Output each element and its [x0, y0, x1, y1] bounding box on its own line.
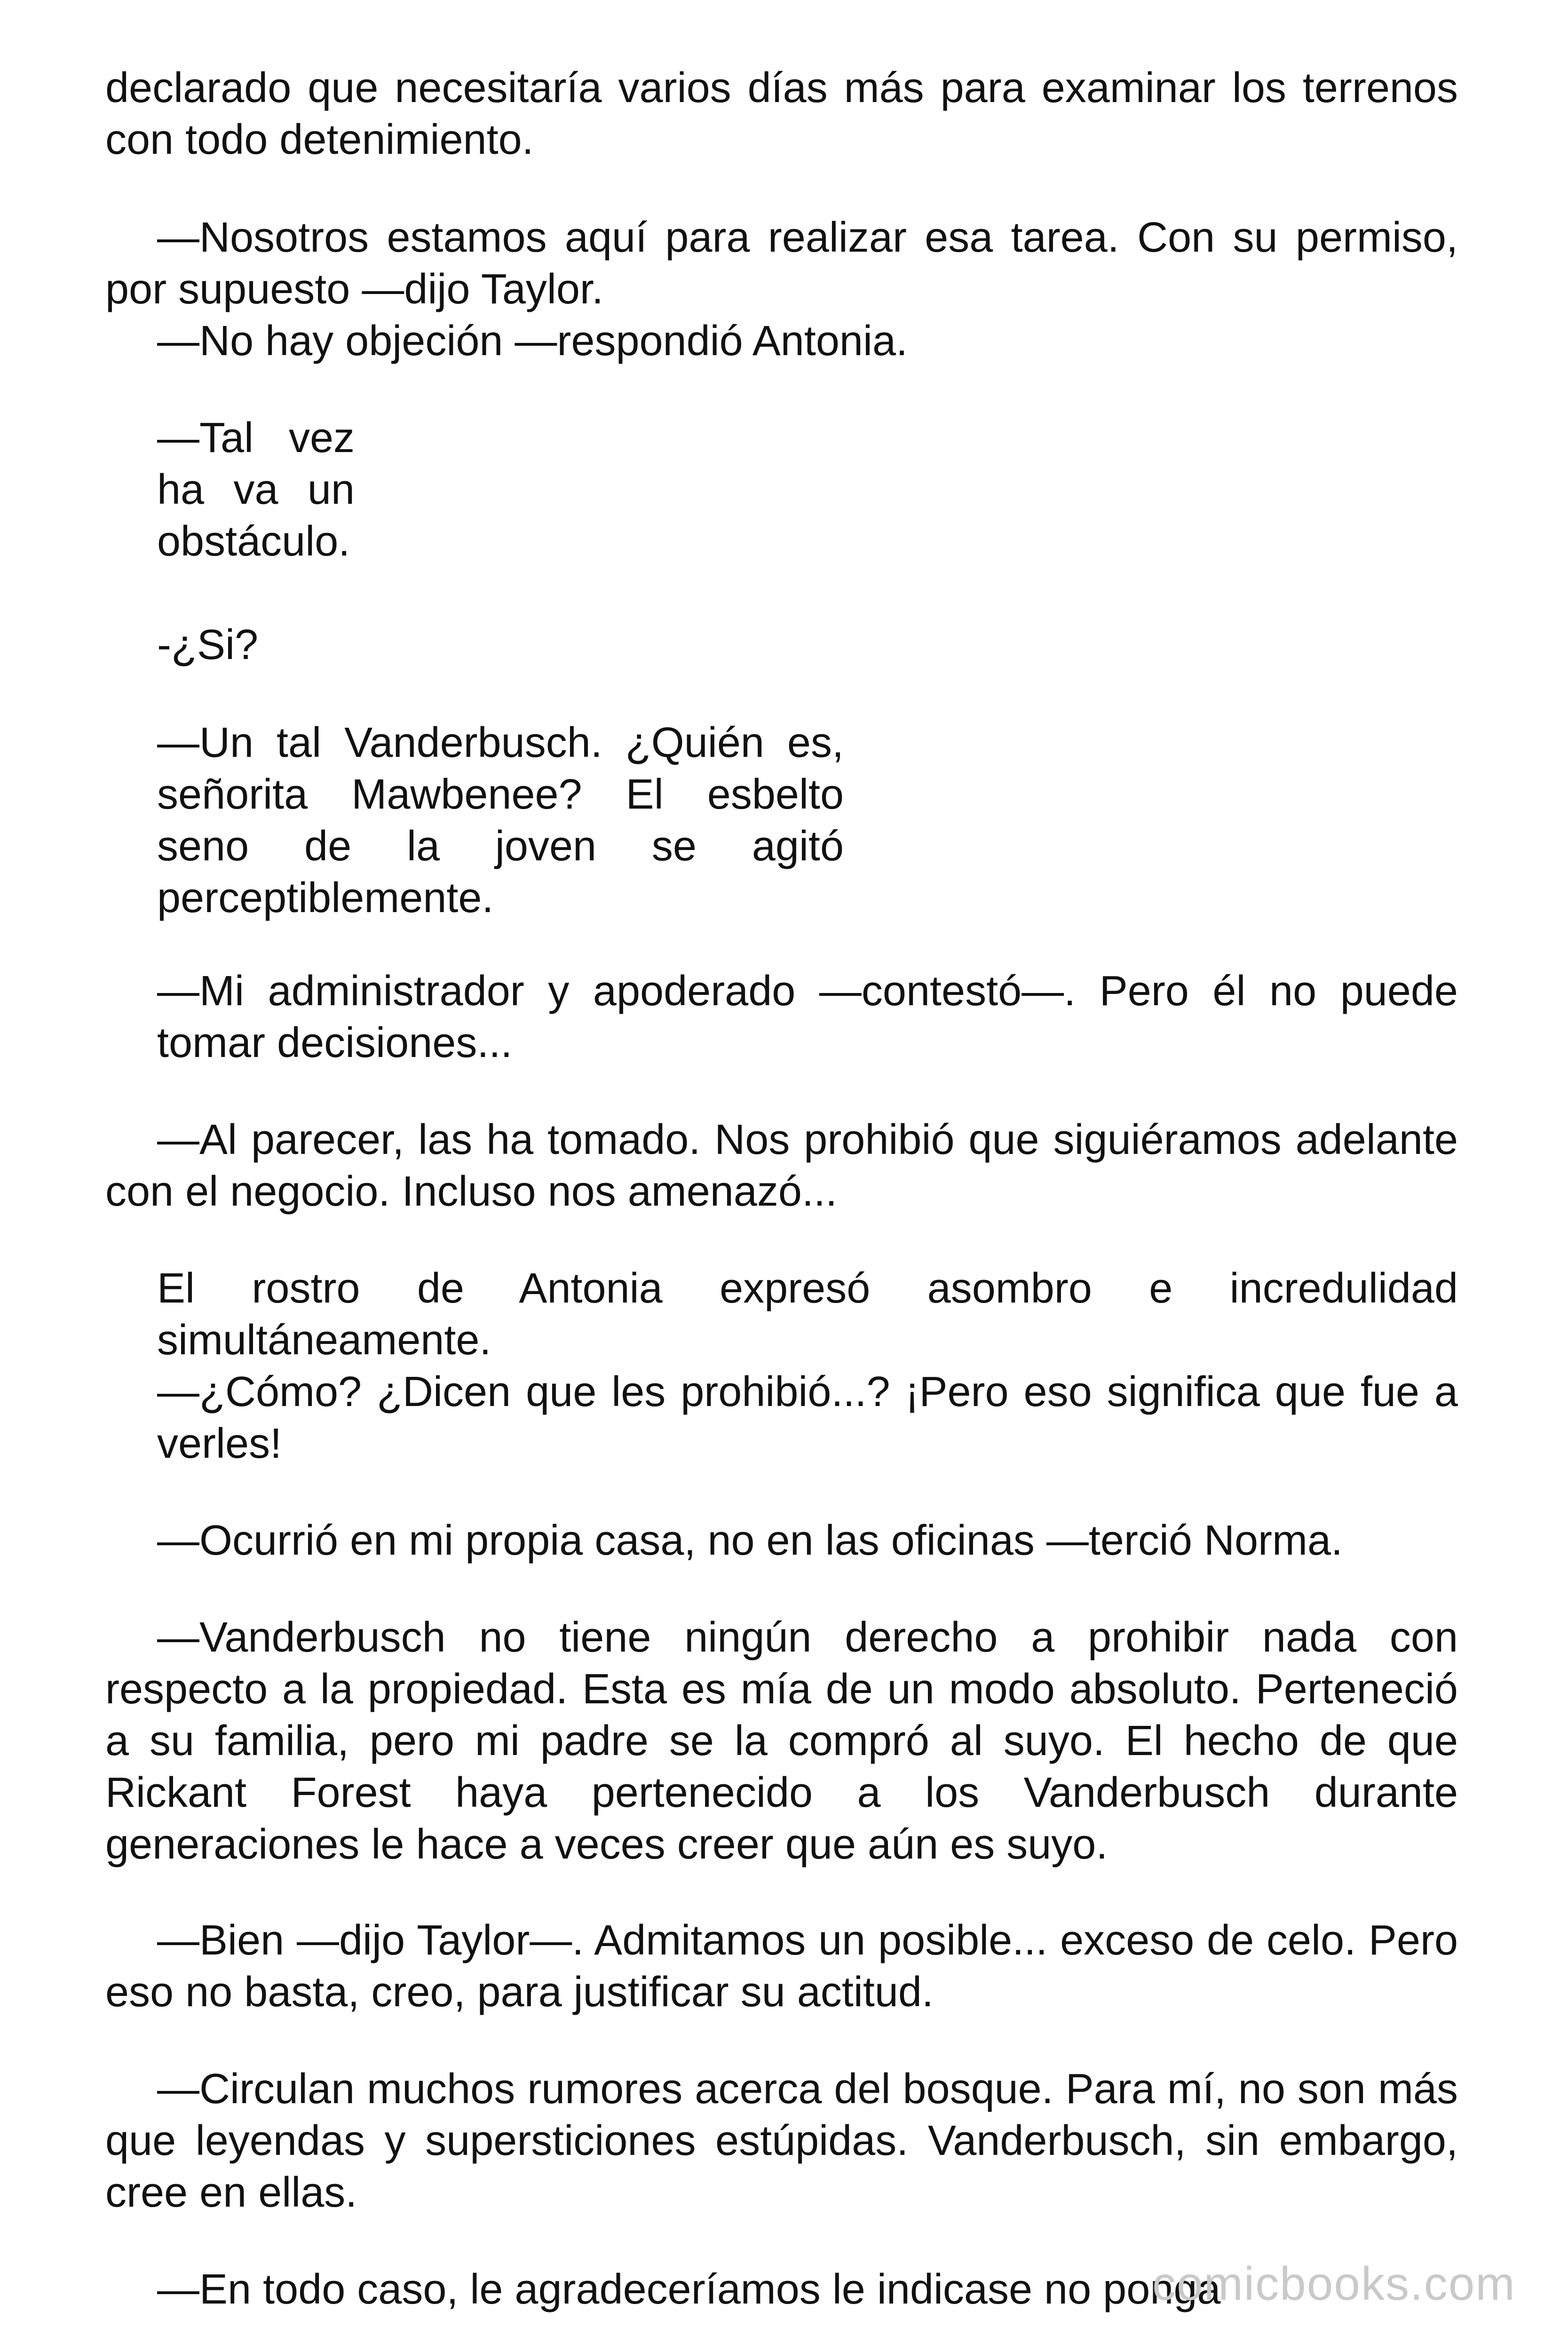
paragraph-3: —No hay objeción —respondió Antonia. [157, 318, 908, 365]
paragraph-7: —Mi administrador y apoderado —contestó—. Pero él no puede tomar decisiones... [157, 968, 1458, 1066]
paragraph-10: —¿Cómo? ¿Dicen que les prohibió...? ¡Pero eso significa que fue a verles! [157, 1368, 1458, 1467]
paragraph-4: —Tal vez ha va un obstáculo. [157, 414, 355, 565]
paragraph-5: -¿Si? [157, 621, 259, 668]
paragraph-13: —Bien —dijo Taylor—. Admitamos un posible... exceso de celo. Pero eso no basta, creo, para justificar su actitud. [105, 1917, 1458, 2016]
paragraph-11: —Ocurrió en mi propia casa, no en las oficinas —terció Norma. [157, 1517, 1343, 1564]
paragraph-8: —Al parecer, las ha tomado. Nos prohibió que siguiéramos adelante con el negocio. Incluso nos amenazó... [105, 1116, 1458, 1215]
paragraph-12: —Vanderbusch no tiene ningún derecho a prohibir nada con respecto a la propiedad. Esta es mía de un modo absoluto. Perteneció a su familia, pero mi padre se la compró al suyo. El hecho de que Rickant Forest haya pertenecido a los Vanderbusch durante generaciones le hace a veces creer que aún es suyo. [105, 1614, 1458, 1868]
watermark-logo: comicbooks.com [1152, 2257, 1516, 2310]
paragraph-15: —En todo caso, le agradeceríamos le indicase no ponga [157, 2266, 1221, 2313]
paragraph-9: El rostro de Antonia expresó asombro e incredulidad simultáneamente. [157, 1265, 1458, 1364]
paragraph-14: —Circulan muchos rumores acerca del bosque. Para mí, no son más que leyendas y supersticiones estúpidas. Vanderbusch, sin embargo, cree en ellas. [105, 2066, 1458, 2216]
paragraph-6: —Un tal Vanderbusch. ¿Quién es, señorita Mawbenee? El esbelto seno de la joven se agitó perceptiblemente. [157, 719, 844, 922]
paragraph-1: declarado que necesitaría varios días más para examinar los terrenos con todo detenimiento. [105, 64, 1458, 163]
paragraph-2: —Nosotros estamos aquí para realizar esa tarea. Con su permiso, por supuesto —dijo Taylor. [105, 214, 1458, 313]
